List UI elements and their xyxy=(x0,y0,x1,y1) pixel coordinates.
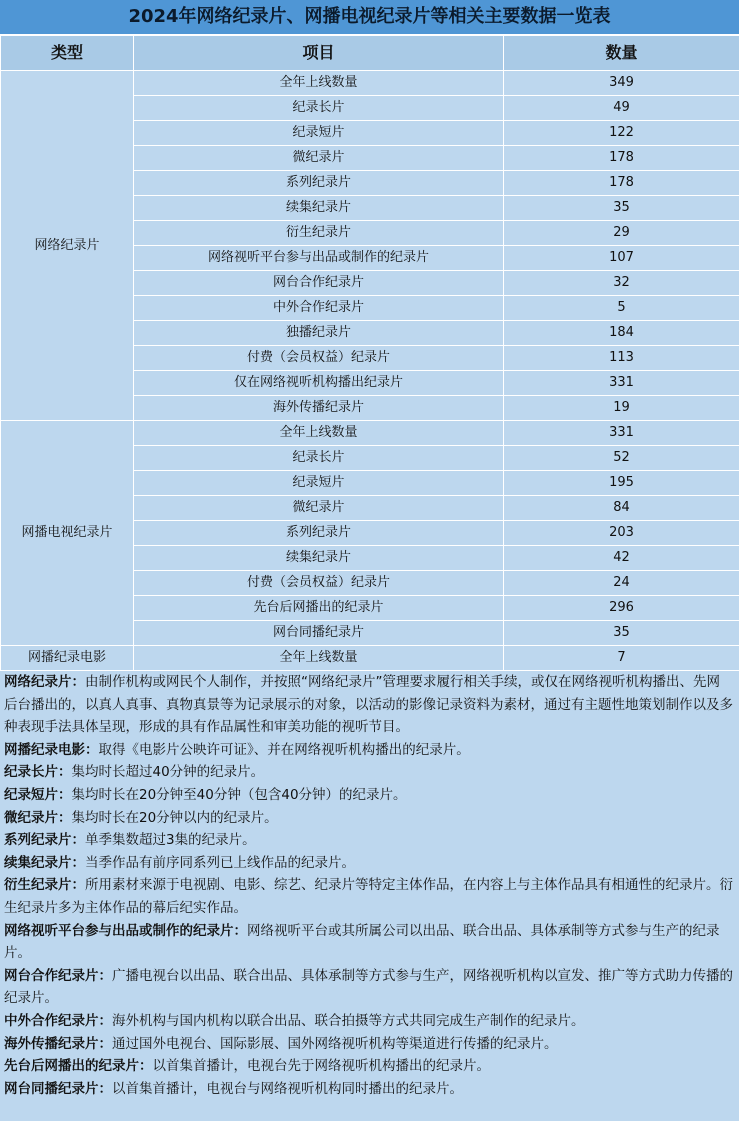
category-cell: 网播纪录电影 xyxy=(1,646,134,671)
value-cell: 7 xyxy=(504,646,739,671)
definition-term: 先台后网播出的纪录片： xyxy=(4,1058,153,1075)
definition-text: 集均时长在20分钟以内的纪录片。 xyxy=(71,809,278,826)
header-type: 类型 xyxy=(1,36,134,71)
value-cell: 349 xyxy=(504,71,739,96)
definition-text: 以首集首播计，电视台与网络视听机构同时播出的纪录片。 xyxy=(112,1080,463,1097)
definition-item xyxy=(4,852,733,875)
item-cell: 网络视听平台参与出品或制作的纪录片 xyxy=(134,246,504,271)
definition-term: 网络纪录片： xyxy=(4,674,85,690)
item-cell: 纪录长片 xyxy=(134,446,504,471)
value-cell: 84 xyxy=(504,496,739,521)
definition-text: 海外机构与国内机构以联合出品、联合拍摄等方式共同完成生产制作的纪录片。 xyxy=(112,1012,585,1029)
definition-item xyxy=(4,671,733,739)
value-cell: 195 xyxy=(504,471,739,496)
header-item: 项目 xyxy=(134,36,504,71)
table-row xyxy=(1,421,739,446)
value-cell: 122 xyxy=(504,121,739,146)
definition-item xyxy=(4,965,733,1010)
item-cell: 付费（会员权益）纪录片 xyxy=(134,346,504,371)
page-title: 2024年网络纪录片、网播电视纪录片等相关主要数据一览表 xyxy=(0,0,739,35)
value-cell: 178 xyxy=(504,146,739,171)
definition-text: 当季作品有前序同系列已上线作品的纪录片。 xyxy=(85,854,355,871)
item-cell: 中外合作纪录片 xyxy=(134,296,504,321)
value-cell: 29 xyxy=(504,221,739,246)
value-cell: 331 xyxy=(504,371,739,396)
definition-item xyxy=(4,807,733,830)
definition-item xyxy=(4,874,733,919)
definition-text: 通过国外电视台、国际影展、国外网络视听机构等渠道进行传播的纪录片。 xyxy=(112,1035,558,1052)
item-cell: 微纪录片 xyxy=(134,496,504,521)
definition-term: 网台合作纪录片： xyxy=(4,967,112,984)
value-cell: 178 xyxy=(504,171,739,196)
value-cell: 32 xyxy=(504,271,739,296)
value-cell: 184 xyxy=(504,321,739,346)
item-cell: 全年上线数量 xyxy=(134,71,504,96)
value-cell: 296 xyxy=(504,596,739,621)
item-cell: 网台合作纪录片 xyxy=(134,271,504,296)
definition-term: 中外合作纪录片： xyxy=(4,1012,112,1029)
data-table xyxy=(0,35,739,671)
definition-term: 网台同播纪录片： xyxy=(4,1080,112,1097)
value-cell: 42 xyxy=(504,546,739,571)
definition-term: 微纪录片： xyxy=(4,809,72,826)
value-cell: 107 xyxy=(504,246,739,271)
definition-text: 广播电视台以出品、联合出品、具体承制等方式参与生产，网络视听机构以宣发、推广等方式助力传播的纪录片。 xyxy=(4,967,733,1007)
value-cell: 49 xyxy=(504,96,739,121)
definition-term: 纪录长片： xyxy=(4,764,72,781)
item-cell: 全年上线数量 xyxy=(134,646,504,671)
table-row xyxy=(1,646,739,671)
definition-term: 续集纪录片： xyxy=(4,854,85,871)
category-cell: 网络纪录片 xyxy=(1,71,134,421)
item-cell: 纪录短片 xyxy=(134,471,504,496)
definition-item xyxy=(4,829,733,852)
value-cell: 52 xyxy=(504,446,739,471)
item-cell: 仅在网络视听机构播出纪录片 xyxy=(134,371,504,396)
definition-text: 集均时长超过40分钟的纪录片。 xyxy=(71,764,265,781)
item-cell: 纪录短片 xyxy=(134,121,504,146)
value-cell: 203 xyxy=(504,521,739,546)
item-cell: 微纪录片 xyxy=(134,146,504,171)
definition-item xyxy=(4,1010,733,1033)
item-cell: 续集纪录片 xyxy=(134,196,504,221)
definition-item xyxy=(4,784,733,807)
definition-term: 网播纪录电影： xyxy=(4,741,99,758)
value-cell: 331 xyxy=(504,421,739,446)
definitions-notes xyxy=(0,671,739,1100)
definition-item xyxy=(4,920,733,965)
definition-item xyxy=(4,739,733,762)
value-cell: 35 xyxy=(504,196,739,221)
item-cell: 海外传播纪录片 xyxy=(134,396,504,421)
definition-text: 由制作机构或网民个人制作，并按照“网络纪录片”管理要求履行相关手续，或仅在网络视听机构播出、先网后台播出的，以真人真事、真物真景等为记录展示的对象，以活动的影像记录资料为素材，通过有主题性地策划制作以及多种表现手法具体呈现，形成的具有作品属性和审美功能的视听节目。 xyxy=(4,674,733,736)
definition-text: 集均时长在20分钟至40分钟（包含40分钟）的纪录片。 xyxy=(71,786,407,803)
item-cell: 纪录长片 xyxy=(134,96,504,121)
definition-item xyxy=(4,761,733,784)
definition-text: 以首集首播计，电视台先于网络视听机构播出的纪录片。 xyxy=(152,1058,490,1075)
value-cell: 113 xyxy=(504,346,739,371)
item-cell: 独播纪录片 xyxy=(134,321,504,346)
value-cell: 35 xyxy=(504,621,739,646)
item-cell: 系列纪录片 xyxy=(134,521,504,546)
definition-item xyxy=(4,1055,733,1078)
definition-term: 网络视听平台参与出品或制作的纪录片： xyxy=(4,922,247,939)
item-cell: 网台同播纪录片 xyxy=(134,621,504,646)
definition-text: 单季集数超过3集的纪录片。 xyxy=(85,832,256,849)
definition-text: 网络视听平台或其所属公司以出品、联合出品、具体承制等方式参与生产的纪录片。 xyxy=(4,922,720,962)
definition-text: 所用素材来源于电视剧、电影、综艺、纪录片等特定主体作品，在内容上与主体作品具有相通性的纪录片。衍生纪录片多为主体作品的幕后纪实作品。 xyxy=(4,877,733,916)
value-cell: 19 xyxy=(504,396,739,421)
definition-text: 取得《电影片公映许可证》、并在网络视听机构播出的纪录片。 xyxy=(98,741,470,758)
value-cell: 5 xyxy=(504,296,739,321)
definition-term: 纪录短片： xyxy=(4,786,72,803)
category-cell: 网播电视纪录片 xyxy=(1,421,134,646)
definition-term: 海外传播纪录片： xyxy=(4,1035,112,1052)
definition-term: 系列纪录片： xyxy=(4,832,85,849)
definition-term: 衍生纪录片： xyxy=(4,877,85,894)
table-header-row xyxy=(1,36,739,71)
table-row xyxy=(1,71,739,96)
definition-item xyxy=(4,1033,733,1056)
item-cell: 先台后网播出的纪录片 xyxy=(134,596,504,621)
item-cell: 全年上线数量 xyxy=(134,421,504,446)
definition-item xyxy=(4,1078,733,1101)
item-cell: 衍生纪录片 xyxy=(134,221,504,246)
item-cell: 系列纪录片 xyxy=(134,171,504,196)
header-count: 数量 xyxy=(504,36,739,71)
table-body xyxy=(1,71,739,671)
value-cell: 24 xyxy=(504,571,739,596)
item-cell: 付费（会员权益）纪录片 xyxy=(134,571,504,596)
item-cell: 续集纪录片 xyxy=(134,546,504,571)
